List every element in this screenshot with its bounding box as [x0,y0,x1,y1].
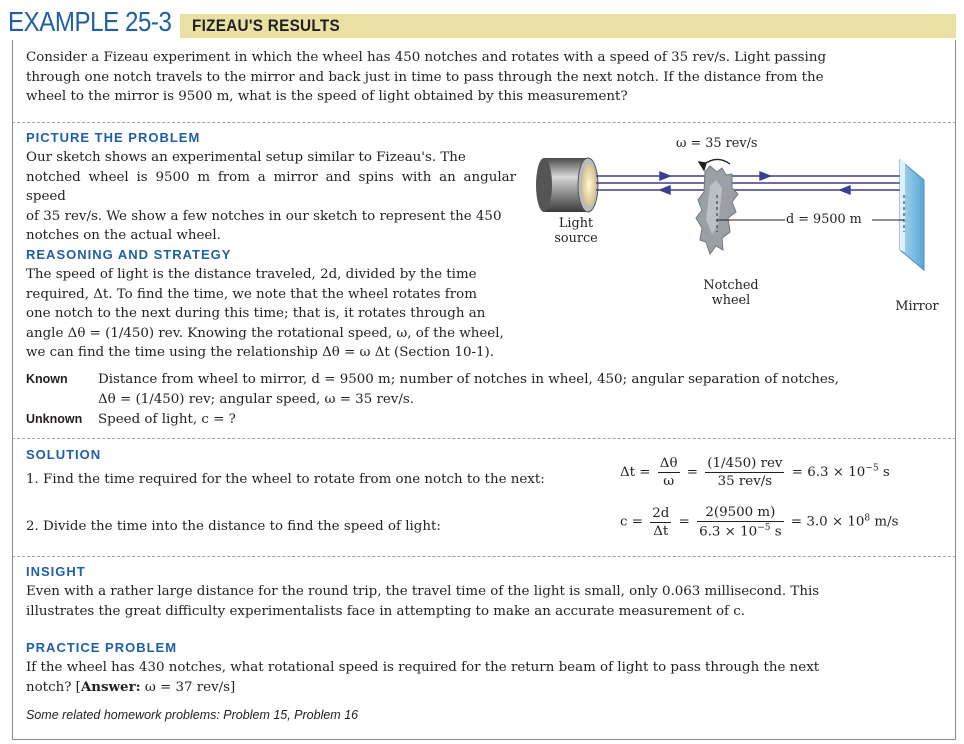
picture-line: notched wheel is 9500 m from a mirror and spins with an angular speed [26,169,516,204]
wheel-label: wheel [711,293,751,308]
insight-line: Even with a rather large distance for the round trip, the travel time of the light is small, only 0.063 millisecond. This [26,584,820,599]
practice-line: notch? [Answer: ω = 37 rev/s] [26,678,236,695]
mirror-label: Mirror [895,299,939,314]
equation-1: Δt = $\frac{\Delta\theta}{\omega}$ = $\frac{\text{(1/450) rev}}{\text{35 rev/s}}$ = $6.3 \times 10^{-5}$ s [620,456,890,489]
unknown-label: Unknown [26,412,83,426]
problem-line: through one notch travels to the mirror and back just in time to pass through the next notch. If the distance from the [26,69,824,85]
section-divider [12,122,956,123]
section-divider [12,556,956,557]
source-label: source [554,231,598,246]
picture-line: notches on the actual wheel. [26,228,221,243]
reasoning-line: one notch to the next during this time; that is, it rotates through an [26,306,486,321]
practice-heading: PRACTICE PROBLEM [26,640,178,655]
insight-text [26,582,819,621]
rotation-arrow-icon [699,159,730,170]
example-number: EXAMPLE 25-3 [8,6,172,37]
known-text [98,370,839,409]
unknown-text: Speed of light, c = ? [98,412,236,427]
known-label: Known [26,372,68,386]
problem-line: wheel to the mirror is 9500 m, what is the speed of light obtained by this measurement? [26,89,628,104]
example-title: FIZEAU'S RESULTS [192,16,340,35]
solution-step-1: 1. Find the time required for the wheel to rotate from one notch to the next: [26,472,545,487]
problem-line: Consider a Fizeau experiment in which the wheel has 450 notches and rotates with a speed of 35 rev/s. Light passing [26,50,827,65]
light-beams [596,172,900,194]
known-line: Distance from wheel to mirror, d = 9500 m; number of notches in wheel, 450; angular separation of notches, [98,372,839,387]
practice-line: If the wheel has 430 notches, what rotational speed is required for the return beam of light to pass through the next [26,660,820,675]
reasoning-text [26,265,516,363]
insight-line: illustrates the great difficulty experimentalists face in attempting to make an accurate measurement of c. [26,603,745,619]
known-line: Δθ = (1/450) rev; angular speed, ω = 35 rev/s. [98,391,415,407]
picture-line: of 35 rev/s. We show a few notches in our sketch to represent the 450 [26,208,502,224]
light-source-icon [536,158,598,212]
reasoning-heading: REASONING AND STRATEGY [26,247,232,262]
omega-label: ω = 35 rev/s [676,136,758,151]
insight-heading: INSIGHT [26,564,86,579]
answer-label: Answer: [80,678,141,695]
reasoning-line: The speed of light is the distance traveled, 2d, divided by the time [26,267,477,282]
reasoning-line: we can find the time using the relationship Δθ = ω Δt (Section 10-1). [26,345,495,360]
example-header [8,6,956,38]
solution-heading: SOLUTION [26,447,102,462]
reasoning-line: angle Δθ = (1/450) rev. Knowing the rotational speed, ω, of the wheel, [26,325,504,341]
picture-text [26,148,516,246]
problem-statement [26,48,826,107]
solution-step-2: 2. Divide the time into the distance to find the speed of light: [26,519,441,534]
notched-label: Notched [703,278,759,293]
equation-2: c = $\frac{2d}{\Delta t}$ = $\frac{2(9500 m)}{6.3 \times 10^{-5} s}$ = $3.0 \times 10^8$ m/s [620,505,899,540]
related-problems: Some related homework problems: Problem 15, Problem 16 [26,708,359,722]
picture-line: Our sketch shows an experimental setup similar to Fizeau's. The [26,150,466,165]
light-label: Light [558,216,594,231]
distance-label: d = 9500 m [786,212,862,227]
practice-text [26,658,819,697]
picture-heading: PICTURE THE PROBLEM [26,130,201,145]
section-divider [12,438,956,439]
reasoning-line: required, Δt. To find the time, we note that the wheel rotates from [26,286,477,302]
example-title-bar [180,14,956,38]
